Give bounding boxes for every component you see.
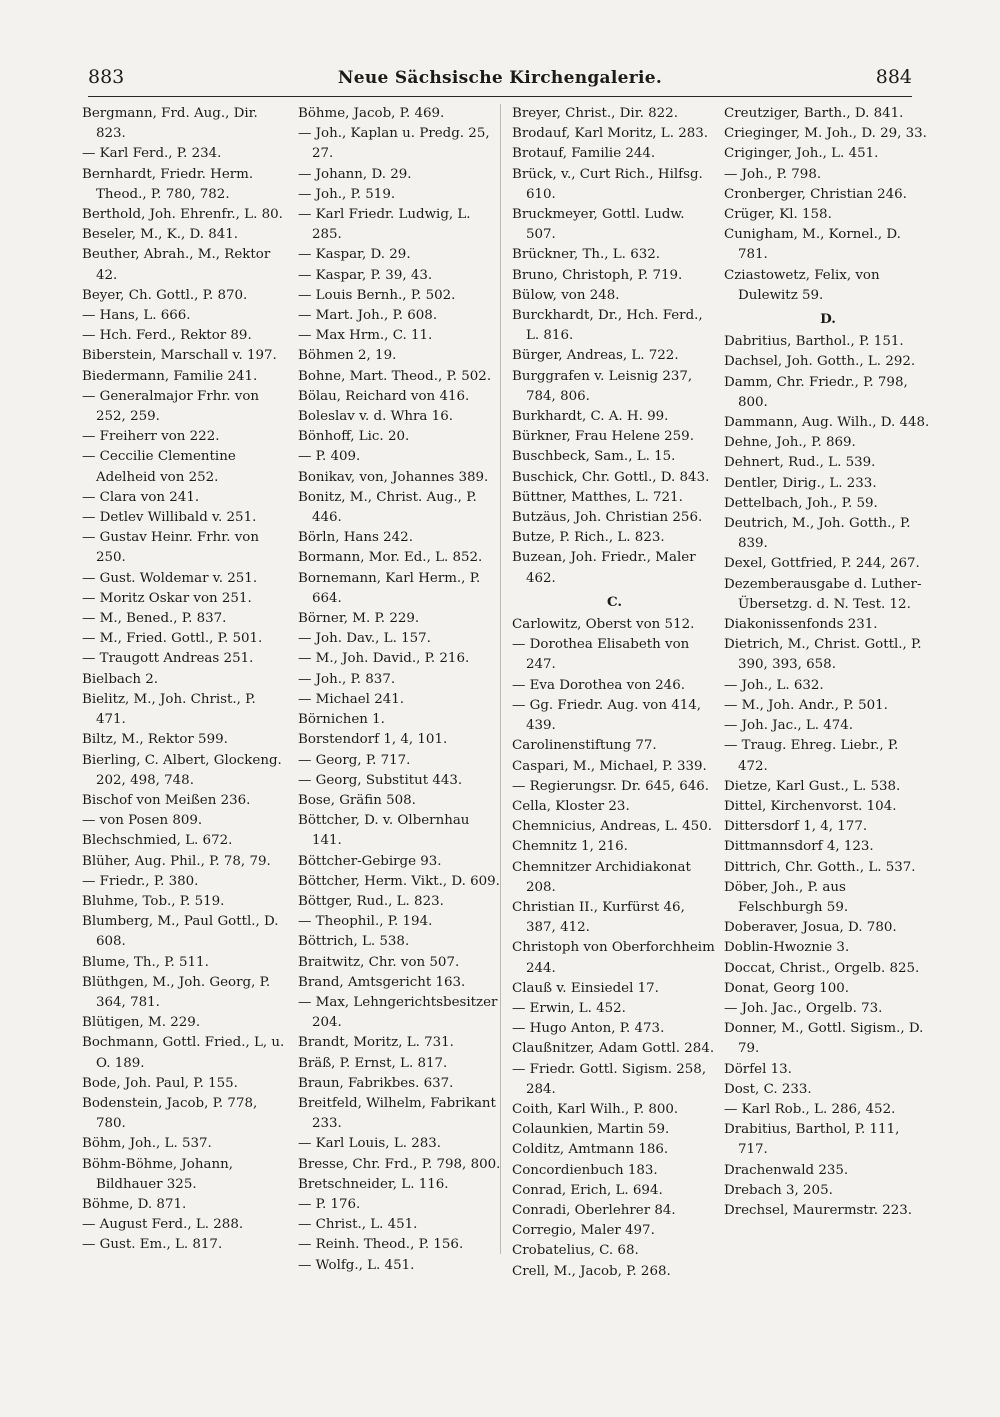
index-entry: Dehne, Joh., P. 869. — [724, 435, 856, 451]
index-entry: Dehnert, Rud., L. 539. — [724, 455, 876, 471]
gutter-divider — [500, 104, 501, 1254]
index-entry: Creutziger, Barth., D. 841. — [724, 106, 904, 121]
index-entry: Cziastowetz, Felix, von Dulewitz 59. — [724, 267, 880, 303]
page-header — [88, 62, 912, 97]
index-entry: Biltz, M., Rektor 599. — [82, 732, 228, 748]
index-entry: Blume, Th., P. 511. — [82, 954, 209, 970]
index-entry: — Georg, Substitut 443. — [298, 772, 463, 788]
index-entry: — Dorothea Elisabeth von 247. — [512, 637, 690, 673]
index-entry: Brandt, Moritz, L. 731. — [298, 1035, 454, 1051]
index-entry: Brückner, Th., L. 632. — [512, 247, 661, 263]
index-entry: Bose, Gräfin 508. — [298, 792, 416, 808]
index-entry: Crieginger, M. Joh., D. 29, 33. — [724, 126, 927, 142]
index-entry: Dachsel, Joh. Gotth., L. 292. — [724, 354, 916, 370]
index-entry: Bretschneider, L. 116. — [298, 1176, 449, 1192]
index-entry: — Joh. Jac., L. 474. — [724, 718, 854, 734]
index-entry: Böttger, Rud., L. 823. — [298, 893, 444, 909]
index-entry: — Kaspar, D. 29. — [298, 247, 411, 263]
index-entry: — Theophil., P. 194. — [298, 914, 433, 930]
index-entry: Bülow, von 248. — [512, 287, 620, 303]
index-entry: Dabritius, Barthol., P. 151. — [724, 334, 904, 350]
index-entry: Butze, P. Rich., L. 823. — [512, 530, 665, 546]
index-entry: — Erwin, L. 452. — [512, 1000, 626, 1016]
index-entry: Börnichen 1. — [298, 712, 385, 728]
index-entry: — Hugo Anton, P. 473. — [512, 1021, 665, 1037]
index-entry: Cunigham, M., Kornel., D. 781. — [724, 227, 901, 263]
section-letter: D. — [820, 311, 836, 328]
index-entry: Blüthgen, M., Joh. Georg, P. 364, 781. — [82, 974, 271, 1010]
index-entry: Böhmen 2, 19. — [298, 348, 397, 364]
index-entry: Blumberg, M., Paul Gottl., D. 608. — [82, 914, 279, 950]
index-entry: — Joh., P. 837. — [298, 671, 396, 687]
index-entry: Bräß, P. Ernst, L. 817. — [298, 1055, 448, 1071]
index-entry: — Joh., P. 519. — [298, 186, 396, 202]
index-entry: Bluhme, Tob., P. 519. — [82, 893, 225, 909]
index-entry: Beyer, Ch. Gottl., P. 870. — [82, 287, 248, 303]
index-entry: Buschbeck, Sam., L. 15. — [512, 449, 676, 465]
index-entry: Börner, M. P. 229. — [298, 611, 420, 627]
index-entry: Büttner, Matthes, L. 721. — [512, 489, 683, 505]
index-column-2 — [298, 104, 503, 1276]
index-entry: — Friedr., P. 380. — [82, 873, 199, 889]
index-entry: — Louis Bernh., P. 502. — [298, 287, 456, 303]
index-entry: — Max Hrm., C. 11. — [298, 328, 433, 344]
index-entry: Crüger, Kl. 158. — [724, 207, 832, 223]
index-entry: — Max, Lehngerichtsbesitzer 204. — [298, 994, 498, 1031]
index-entry: Crobatelius, C. 68. — [512, 1243, 639, 1259]
index-entry: Bruno, Christoph, P. 719. — [512, 267, 683, 283]
index-entry: Butzäus, Joh. Christian 256. — [512, 510, 703, 526]
index-entry: — Michael 241. — [298, 691, 405, 707]
section-letter: C. — [606, 593, 623, 610]
index-entry: — Joh. Jac., Orgelb. 73. — [724, 1000, 883, 1016]
index-entry: Christoph von Oberforchheim 244. — [512, 940, 715, 976]
index-entry: Böhme, Jacob, P. 469. — [298, 106, 445, 121]
index-entry: Braitwitz, Chr. von 507. — [298, 954, 460, 970]
index-entry: — Joh., Kaplan u. Predg. 25, 27. — [298, 126, 490, 162]
index-entry: — Regierungsr. Dr. 645, 646. — [512, 778, 710, 794]
index-entry: — Joh., L. 632. — [724, 677, 824, 693]
index-entry: Blechschmied, L. 672. — [82, 833, 233, 849]
index-entry: Colaunkien, Martin 59. — [512, 1122, 670, 1138]
index-entry: — M., Bened., P. 837. — [82, 611, 227, 627]
index-entry: — P. 176. — [298, 1196, 361, 1212]
running-title: Neue Sächsische Kirchengalerie. — [337, 68, 663, 88]
index-entry: Dörfel 13. — [724, 1061, 792, 1077]
index-entry: Dentler, Dirig., L. 233. — [724, 475, 877, 491]
index-entry: — Freiherr von 222. — [82, 429, 220, 445]
index-entry: Burckhardt, Dr., Hch. Ferd., L. 816. — [512, 308, 703, 344]
index-entry: Dittersdorf 1, 4, 177. — [724, 819, 868, 835]
index-entry: Criginger, Joh., L. 451. — [724, 146, 879, 162]
index-entry: Claußnitzer, Adam Gottl. 284. — [512, 1041, 715, 1057]
index-entry: Drabitius, Barthol, P. 111, 717. — [724, 1122, 900, 1158]
index-entry: Conrad, Erich, L. 694. — [512, 1182, 663, 1198]
index-entry: Drechsel, Maurermstr. 223. — [724, 1202, 913, 1218]
index-column-4 — [724, 104, 932, 1221]
index-entry: Dexel, Gottfried, P. 244, 267. — [724, 556, 920, 572]
index-entry: Dettelbach, Joh., P. 59. — [724, 495, 878, 511]
index-entry: — Traug. Ehreg. Liebr., P. 472. — [724, 738, 899, 774]
index-entry: — Gust. Woldemar v. 251. — [82, 570, 258, 586]
index-entry: — Reinh. Theod., P. 156. — [298, 1237, 464, 1253]
index-entry: Boleslav v. d. Whra 16. — [298, 409, 453, 425]
index-entry: Blütigen, M. 229. — [82, 1015, 201, 1031]
index-entry: — Karl Friedr. Ludwig, L. 285. — [298, 207, 471, 243]
index-entry: Dost, C. 233. — [724, 1081, 812, 1097]
index-entry: Böhme, D. 871. — [82, 1196, 187, 1212]
index-entry: Diakonissenfonds 231. — [724, 617, 878, 633]
index-entry: Colditz, Amtmann 186. — [512, 1142, 669, 1158]
index-entry: — Karl Rob., L. 286, 452. — [724, 1101, 896, 1117]
index-entry: Dietrich, M., Christ. Gottl., P. 390, 393, 658. — [724, 637, 922, 673]
index-entry: Biberstein, Marschall v. 197. — [82, 348, 277, 364]
index-entry: Buschick, Chr. Gottl., D. 843. — [512, 469, 710, 485]
index-entry: Bode, Joh. Paul, P. 155. — [82, 1075, 238, 1091]
index-entry: Braun, Fabrikbes. 637. — [298, 1075, 454, 1091]
index-entry: — M., Joh. Andr., P. 501. — [724, 697, 888, 713]
index-entry: Christian II., Kurfürst 46, 387, 412. — [512, 899, 685, 936]
index-entry: Crell, M., Jacob, P. 268. — [512, 1263, 671, 1279]
index-entry: Böhm-Böhme, Johann, Bildhauer 325. — [82, 1156, 233, 1192]
index-entry: Bresse, Chr. Frd., P. 798, 800. — [298, 1156, 501, 1172]
index-entry: Bohne, Mart. Theod., P. 502. — [298, 368, 492, 384]
index-entry: — Hans, L. 666. — [82, 308, 191, 324]
index-entry: Burkhardt, C. A. H. 99. — [512, 409, 669, 425]
index-entry: Böttrich, L. 538. — [298, 934, 410, 950]
index-entry: Dietze, Karl Gust., L. 538. — [724, 778, 901, 794]
index-entry: — von Posen 809. — [82, 813, 203, 829]
index-entry: Caspari, M., Michael, P. 339. — [512, 758, 707, 774]
index-entry: Böttcher, Herm. Vikt., D. 609. — [298, 873, 500, 889]
index-entry: Dittmannsdorf 4, 123. — [724, 839, 874, 855]
index-entry: Böttcher, D. v. Olbernhau 141. — [298, 813, 470, 849]
index-entry: Donat, Georg 100. — [724, 980, 850, 996]
index-entry: Coith, Karl Wilh., P. 800. — [512, 1101, 679, 1117]
index-entry: Bürkner, Frau Helene 259. — [512, 429, 694, 445]
index-entry: — Moritz Oskar von 251. — [82, 590, 252, 606]
index-entry: Corregio, Maler 497. — [512, 1223, 655, 1239]
index-entry: Cella, Kloster 23. — [512, 798, 630, 814]
index-entry: Drebach 3, 205. — [724, 1182, 833, 1198]
index-entry: — Hch. Ferd., Rektor 89. — [82, 328, 252, 344]
index-entry: Bonikav, von, Johannes 389. — [298, 469, 489, 485]
index-entry: Burggrafen v. Leisnig 237, 784, 806. — [512, 368, 693, 404]
index-entry: Bruckmeyer, Gottl. Ludw. 507. — [512, 207, 685, 243]
index-entry: Dittrich, Chr. Gotth., L. 537. — [724, 859, 916, 875]
index-entry: Bochmann, Gottl. Fried., L, u. O. 189. — [82, 1035, 285, 1071]
index-entry: Doblin-Hwoznie 3. — [724, 940, 850, 956]
index-entry: — Christ., L. 451. — [298, 1217, 418, 1233]
index-entry: — Generalmajor Frhr. von 252, 259. — [82, 388, 260, 425]
index-entry: Bergmann, Frd. Aug., Dir. 823. — [82, 106, 258, 142]
index-entry: Blüher, Aug. Phil., P. 78, 79. — [82, 853, 271, 869]
index-entry: — Karl Louis, L. 283. — [298, 1136, 442, 1152]
index-entry: — Joh., P. 798. — [724, 166, 822, 182]
index-entry: Concordienbuch 183. — [512, 1162, 658, 1178]
index-entry: Döber, Joh., P. aus Felschburgh 59. — [724, 879, 849, 915]
index-entry: — Friedr. Gottl. Sigism. 258, 284. — [512, 1061, 707, 1097]
index-entry: Breitfeld, Wilhelm, Fabrikant 233. — [298, 1095, 496, 1132]
index-entry: — Gust. Em., L. 817. — [82, 1237, 223, 1253]
index-entry: Beuther, Abrah., M., Rektor 42. — [82, 247, 271, 283]
index-entry: Cronberger, Christian 246. — [724, 186, 907, 202]
index-entry: Doberaver, Josua, D. 780. — [724, 920, 897, 936]
index-entry: Brück, v., Curt Rich., Hilfsg. 610. — [512, 166, 703, 202]
index-entry: — Detlev Willibald v. 251. — [82, 510, 257, 526]
index-entry: Brodauf, Karl Moritz, L. 283. — [512, 126, 709, 142]
index-entry: — Kaspar, P. 39, 43. — [298, 267, 433, 283]
page-number-left: 883 — [88, 66, 125, 88]
index-entry: Bodenstein, Jacob, P. 778, 780. — [82, 1095, 258, 1132]
index-entry: Borstendorf 1, 4, 101. — [298, 732, 448, 748]
index-entry: Bürger, Andreas, L. 722. — [512, 348, 679, 364]
index-entry: — Clara von 241. — [82, 489, 200, 505]
index-entry: — Karl Ferd., P. 234. — [82, 146, 222, 162]
index-entry: Breyer, Christ., Dir. 822. — [512, 106, 678, 121]
index-entry: Böttcher-Gebirge 93. — [298, 853, 442, 869]
index-entry: Biedermann, Familie 241. — [82, 368, 258, 384]
index-entry: Chemnitzer Archidiakonat 208. — [512, 859, 691, 895]
index-entry: Clauß v. Einsiedel 17. — [512, 980, 659, 996]
index-column-3 — [512, 104, 717, 1282]
index-entry: — August Ferd., L. 288. — [82, 1217, 244, 1233]
index-entry: Chemnicius, Andreas, L. 450. — [512, 819, 712, 835]
index-entry: Berthold, Joh. Ehrenfr., L. 80. — [82, 207, 283, 223]
index-entry: Bormann, Mor. Ed., L. 852. — [298, 550, 483, 566]
index-entry: Bölau, Reichard von 416. — [298, 388, 470, 404]
index-entry: Doccat, Christ., Orgelb. 825. — [724, 960, 920, 976]
index-entry: Dezemberausgabe d. Luther-Übersetzg. d. N. Test. 12. — [724, 576, 922, 612]
index-entry: — Ceccilie Clementine Adelheid von 252. — [82, 449, 236, 485]
index-entry: Bonitz, M., Christ. Aug., P. 446. — [298, 489, 477, 526]
index-entry: Bornemann, Karl Herm., P. 664. — [298, 570, 481, 606]
index-entry: — Wolfg., L. 451. — [298, 1257, 415, 1273]
index-entry: Drachenwald 235. — [724, 1162, 849, 1178]
index-entry: — M., Fried. Gottl., P. 501. — [82, 631, 263, 647]
index-entry: Conradi, Oberlehrer 84. — [512, 1202, 676, 1218]
index-entry: — Gg. Friedr. Aug. von 414, 439. — [512, 697, 702, 734]
index-entry: Brand, Amtsgericht 163. — [298, 974, 466, 990]
index-entry: Beseler, M., K., D. 841. — [82, 227, 239, 243]
index-entry: Bierling, C. Albert, Glockeng. 202, 498, 748. — [82, 752, 282, 788]
index-entry: Deutrich, M., Joh. Gotth., P. 839. — [724, 516, 911, 552]
page-number-right: 884 — [875, 66, 912, 88]
index-entry: — Johann, D. 29. — [298, 166, 412, 182]
index-entry: Bönhoff, Lic. 20. — [298, 429, 410, 445]
index-entry: Buzean, Joh. Friedr., Maler 462. — [512, 550, 696, 586]
index-entry: Dittel, Kirchenvorst. 104. — [724, 798, 897, 814]
index-entry: — Georg, P. 717. — [298, 752, 411, 768]
index-entry: — Gustav Heinr. Frhr. von 250. — [82, 530, 259, 566]
index-entry: Börln, Hans 242. — [298, 530, 413, 546]
index-entry: Dammann, Aug. Wilh., D. 448. — [724, 415, 930, 431]
index-column-1 — [82, 104, 287, 1256]
index-entry: — Eva Dorothea von 246. — [512, 677, 685, 693]
index-entry: Bischof von Meißen 236. — [82, 792, 251, 808]
index-entry: Chemnitz 1, 216. — [512, 839, 628, 855]
index-entry: Böhm, Joh., L. 537. — [82, 1136, 212, 1152]
index-entry: — Mart. Joh., P. 608. — [298, 308, 438, 324]
index-entry: Carolinenstiftung 77. — [512, 738, 657, 754]
index-entry: — P. 409. — [298, 449, 361, 465]
index-entry: Bernhardt, Friedr. Herm. Theod., P. 780, 782. — [82, 166, 254, 202]
index-entry: — M., Joh. David., P. 216. — [298, 651, 470, 667]
index-entry: Bielbach 2. — [82, 671, 159, 687]
index-entry: Carlowitz, Oberst von 512. — [512, 617, 695, 633]
index-entry: Damm, Chr. Friedr., P. 798, 800. — [724, 374, 908, 410]
index-entry: — Joh. Dav., L. 157. — [298, 631, 431, 647]
index-entry: — Traugott Andreas 251. — [82, 651, 254, 667]
index-entry: Bielitz, M., Joh. Christ., P. 471. — [82, 691, 256, 728]
index-entry: Donner, M., Gottl. Sigism., D. 79. — [724, 1021, 924, 1057]
index-entry: Brotauf, Familie 244. — [512, 146, 656, 162]
